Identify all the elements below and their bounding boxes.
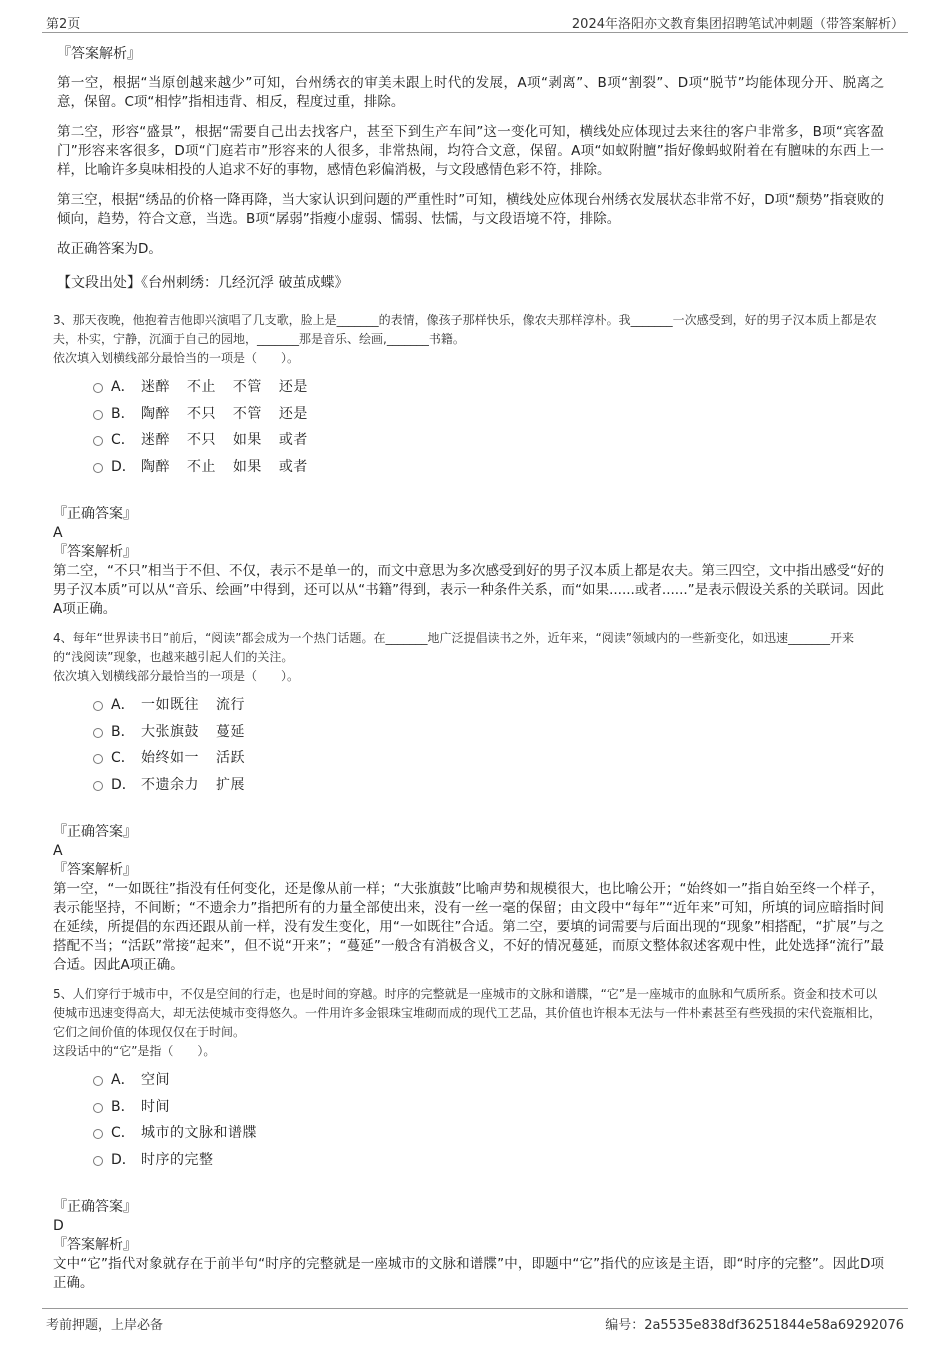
question-stem: 5、人们穿行于城市中，不仅是空间的行走，也是时间的穿越。时序的完整就是一座城市的文脉和谱牒，“它”是一座城市的血脉和气质所系。资金和技术可以使城市迅速变得高大，却无法使城市变得悠久。一件用许多金银珠宝堆砌而成的现代工艺品，其价值也许根本无法与一件朴素甚至有些残损的宋代瓷瓶相比，它们之间价值的体现仅仅在于时间。 — [53, 987, 882, 1039]
option-c[interactable] — [93, 1119, 884, 1146]
answer-title: 『正确答案』 — [53, 824, 137, 840]
question-prompt: 依次填入划横线部分最恰当的一项是（ ）。 — [53, 669, 300, 683]
option-letter: A． — [111, 1072, 135, 1089]
analysis-paragraph: 第三空，根据“绣品的价格一降再降，当大家认识到问题的严重性时”可知，横线处应体现台州绣衣发展状态非常不好，D项“颓势”指衰败的倾向，趋势，符合文意，当选。B项“孱弱”指瘦小虚弱、懦弱、怯懦，与文段语境不符，排除。 — [57, 192, 884, 227]
answer-block — [53, 505, 884, 619]
option-text: 迷醉 不只 如果 或者 — [141, 432, 308, 449]
option-text: 大张旗鼓 蔓延 — [141, 723, 245, 740]
radio-icon[interactable] — [93, 383, 103, 393]
answer-title: 『正确答案』 — [53, 1199, 137, 1215]
option-a[interactable] — [93, 691, 884, 718]
option-list — [93, 691, 884, 797]
radio-icon[interactable] — [93, 781, 103, 791]
answer-block — [53, 823, 884, 975]
analysis-text: 第二空，“不只”相当于不但、不仅，表示不是单一的，而文中意思为多次感受到好的男子汉本质上都是农夫。第三四空，文中指出感受“好的男子汉本质”可以从“音乐、绘画”中得到，还可以从“书籍”得到，表示一种条件关系，而“如果......或者......”是表示假设关系的关联词。因此A项正确。 — [53, 563, 884, 617]
option-c[interactable] — [93, 426, 884, 453]
answer-value: A — [53, 525, 63, 541]
question-stem: 4、每年“世界读书日”前后，“阅读”都会成为一个热门话题。在_______地广泛提倡读书之外，近年来，“阅读”领域内的一些新变化，如迅速_______开来的“浅阅读”现象，也越来越引起人们的关注。 — [53, 631, 854, 664]
question-prompt: 这段话中的“它”是指（ ）。 — [53, 1044, 216, 1058]
option-letter: D． — [111, 1151, 136, 1168]
option-list — [93, 1066, 884, 1172]
option-text: 陶醉 不止 如果 或者 — [141, 458, 308, 475]
text-source: 【文段出处】《台州刺绣：几经沉浮 破茧成蝶》 — [57, 275, 349, 291]
analysis-title: 『答案解析』 — [53, 544, 137, 560]
radio-icon[interactable] — [93, 1129, 103, 1139]
option-text: 始终如一 活跃 — [141, 750, 245, 767]
question-5 — [53, 985, 884, 1293]
option-c[interactable] — [93, 744, 884, 771]
footer-slogan: 考前押题，上岸必备 — [46, 1318, 164, 1333]
option-letter: A． — [111, 697, 135, 714]
option-letter: B． — [111, 405, 135, 422]
option-letter: A． — [111, 379, 135, 396]
question-4 — [53, 629, 884, 975]
radio-icon[interactable] — [93, 436, 103, 446]
option-letter: C． — [111, 750, 135, 767]
option-d[interactable] — [93, 1146, 884, 1173]
option-letter: D． — [111, 776, 136, 793]
radio-icon[interactable] — [93, 1156, 103, 1166]
option-text: 迷醉 不止 不管 还是 — [141, 379, 308, 396]
option-text: 一如既往 流行 — [141, 697, 245, 714]
page-footer — [42, 1308, 908, 1335]
answer-value: A — [53, 843, 63, 859]
analysis-paragraph: 第一空，根据“当原创越来越少”可知，台州绣衣的审美未跟上时代的发展，A项“剥离”、B项“割裂”、D项“脱节”均能体现分开、脱离之意，保留。C项“相悖”指相违背、相反，程度过重，排除。 — [57, 75, 884, 110]
radio-icon[interactable] — [93, 728, 103, 738]
analysis-text: 第一空，“一如既往”指没有任何变化，还是像从前一样；“大张旗鼓”比喻声势和规模很大，也比喻公开；“始终如一”指自始至终一个样子，表示能坚持，不间断；“不遗余力”指把所有的力量全部使出来，没有一丝一毫的保留；由文段中“每年”“近年来”可知，所填的词应暗指时间在延续，所提倡的东西还跟从前一样，没有发生变化，用“一如既往”合适。第二空，要填的词需要与后面出现的“现象”相搭配，“扩展”与之搭配不当；“活跃”常接“起来”，但不说“开来”；“蔓延”一般含有消极含义，不好的情况蔓延，而原文整体叙述客观中性，此处选择“流行”最合适。因此A项正确。 — [53, 881, 884, 973]
question-3 — [53, 311, 884, 619]
analysis-conclusion: 故正确答案为D。 — [57, 241, 162, 257]
option-text: 时间 — [141, 1098, 170, 1115]
option-letter: D． — [111, 458, 136, 475]
option-text: 城市的文脉和谱牒 — [141, 1125, 257, 1142]
option-list — [93, 373, 884, 479]
option-letter: B． — [111, 1098, 135, 1115]
option-text: 陶醉 不只 不管 还是 — [141, 405, 308, 422]
option-letter: B． — [111, 723, 135, 740]
analysis-title: 『答案解析』 — [57, 46, 141, 62]
option-d[interactable] — [93, 453, 884, 480]
answer-value: D — [53, 1218, 64, 1234]
option-b[interactable] — [93, 400, 884, 427]
option-text: 不遗余力 扩展 — [141, 776, 245, 793]
option-letter: C． — [111, 1125, 135, 1142]
document-title: 2024年洛阳亦文教育集团招聘笔试冲刺题（带答案解析） — [571, 17, 904, 32]
page-header — [42, 10, 908, 33]
radio-icon[interactable] — [93, 410, 103, 420]
option-a[interactable] — [93, 373, 884, 400]
radio-icon[interactable] — [93, 1076, 103, 1086]
radio-icon[interactable] — [93, 463, 103, 473]
page-content — [53, 44, 884, 1303]
analysis-paragraph: 第二空，形容“盛景”，根据“需要自己出去找客户，甚至下到生产车间”这一变化可知，横线处应体现过去来往的客户非常多，B项“宾客盈门”形容来客很多，D项“门庭若市”形容来的人很多，非常热闹，均符合文意，保留。A项“如蚁附膻”指好像蚂蚁附着在有膻味的东西上一样，比喻许多臭味相投的人追求不好的事物，感情色彩偏消极，与文段感情色彩不符，排除。 — [57, 124, 884, 178]
analysis-text: 文中“它”指代对象就存在于前半句“时序的完整就是一座城市的文脉和谱牒”中，即题中“它”指代的应该是主语，即“时序的完整”。因此D项正确。 — [53, 1256, 884, 1291]
answer-title: 『正确答案』 — [53, 506, 137, 522]
option-d[interactable] — [93, 771, 884, 798]
q2-analysis — [57, 44, 884, 293]
option-b[interactable] — [93, 718, 884, 745]
question-stem: 3、那天夜晚，他抱着吉他即兴演唱了几支歌，脸上是_______的表情，像孩子那样快乐，像农夫那样淳朴。我_______一次感受到，好的男子汉本质上都是农夫，朴实，宁静，沉湎于自己的园地，_______那是音乐、绘画,_______书籍。 — [53, 313, 877, 346]
radio-icon[interactable] — [93, 701, 103, 711]
option-a[interactable] — [93, 1066, 884, 1093]
document-serial: 编号：2a5535e838df36251844e58a69292076 — [605, 1318, 904, 1333]
analysis-title: 『答案解析』 — [53, 862, 137, 878]
option-text: 空间 — [141, 1072, 170, 1089]
radio-icon[interactable] — [93, 1103, 103, 1113]
option-b[interactable] — [93, 1093, 884, 1120]
analysis-title: 『答案解析』 — [53, 1237, 137, 1253]
answer-block — [53, 1198, 884, 1293]
question-prompt: 依次填入划横线部分最恰当的一项是（ ）。 — [53, 351, 300, 365]
option-text: 时序的完整 — [141, 1151, 214, 1168]
radio-icon[interactable] — [93, 754, 103, 764]
page-number: 第2页 — [46, 17, 81, 32]
option-letter: C． — [111, 432, 135, 449]
